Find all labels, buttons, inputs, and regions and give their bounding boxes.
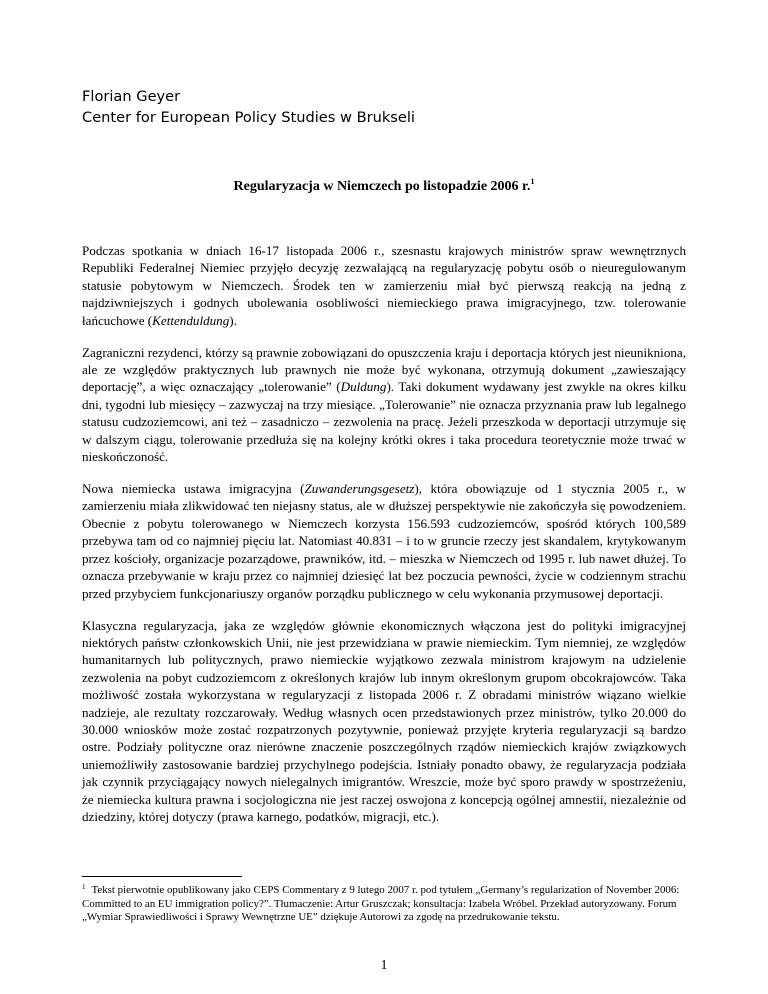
author-affiliation: Center for European Policy Studies w Brukseli: [82, 109, 415, 126]
paragraph-3-text-b: ), która obowiązuje od 1 stycznia 2005 r., w zamierzeniu miała zlikwidować ten niejasny status, ale w dłuższej perspektywie nie zakończyła się powodzeniem. Obecnie z pobytu tolerowanego w Niemczech korzysta 156.593 cudzoziemców, spośród których 100,589 przebywa tam od co najmniej pięciu lat. Natomiast 40.831 – i to w gruncie rzeczy jest skandalem, krytykowanym przez kościoły, organizacje pozarządowe, prawników, itd. – mieszka w Niemczech od 1995 r. lub nawet dłużej. To oznacza przebywanie w kraju przez co najmniej dziesięć lat bez poczucia pewności, życie w codziennym strachu przed przybyciem funkcjonariuszy organów porządku publicznego w celu wykonania przymusowej deportacji.: [82, 481, 686, 601]
author-block: [82, 86, 415, 128]
footnote-separator: [82, 876, 242, 877]
paragraph-1-end: ).: [229, 312, 237, 328]
paragraph-2-term: Duldung: [340, 379, 387, 395]
paragraph-3-term: Zuwanderungsgesetz: [304, 481, 415, 497]
paragraph-1-term: Kettenduldung: [152, 312, 230, 328]
author-name: Florian Geyer: [82, 88, 181, 105]
footnote-marker: 1: [82, 883, 86, 891]
paragraph-1-text: Podczas spotkania w dniach 16-17 listopada 2006 r., szesnastu krajowych ministrów spraw wewnętrznych Republiki Federalnej Niemiec przyjęło decyzję zezwalającą na regularyzację pobytu osób o nieuregulowanym statusie pobytowym w Niemczech. Środek ten w zamierzeniu miał być pierwszą reakcją na jedną z najdziwniejszych i godnych ubolewania osobliwości niemieckiego prawa imigracyjnego, tzw. tolerowanie łańcuchowe (: [82, 243, 686, 328]
article-title: [82, 178, 686, 196]
footnote-reference[interactable]: 1: [530, 177, 535, 186]
article-body: [82, 242, 686, 840]
paragraph-1: [82, 242, 686, 329]
page-number: 1: [380, 958, 388, 973]
paragraph-2: [82, 344, 686, 466]
paragraph-2-text-b: ). Taki dokument wydawany jest zwykle na okres kilku dni, tygodni lub miesięcy – zazwyczaj na trzy miesiące. „Tolerowanie” nie oznacza przyznania praw lub legalnego statusu cudzoziemcowi, ani też – zasadniczo – zezwolenia na pracę. Jeżeli przeszkoda w deportacji utrzymuje się w dalszym ciągu, tolerowanie przedłuża się na kolejny krótki okres i taka procedura teoretycznie może trwać w nieskończoność.: [82, 379, 686, 465]
article-title-text: Regularyzacja w Niemczech po listopadzie 2006 r.: [233, 179, 531, 194]
footnote-text: Tekst pierwotnie opublikowany jako CEPS Commentary z 9 lutego 2007 r. pod tytułem „Germany’s regularization of November 2006: Committed to an EU immigration policy?”. Tłumaczenie: Artur Gruszczak; konsultacja: Izabela Wróbel. Przekład autoryzowany. Forum „Wymiar Sprawiedliwości i Sprawy Wewnętrzne UE” dziękuje Autorowi za zgodę na przedrukowanie tekstu.: [82, 884, 680, 924]
paragraph-3-text-a: Nowa niemiecka ustawa imigracyjna (: [82, 481, 305, 497]
footnote: [82, 884, 686, 925]
paragraph-3: [82, 480, 686, 602]
paragraph-4: Klasyczna regularyzacja, jaka ze względów głównie ekonomicznych włączona jest do polityki imigracyjnej niektórych państw członkowskich Unii, nie jest przewidziana w prawie niemieckim. Tym niemniej, ze względów humanitarnych lub politycznych, prawo niemieckie wyjątkowo zezwala ministrom krajowym na udzielenie zezwolenia na pobyt cudzoziemcom z określonych krajów lub innym określonym grupom obcokrajowców. Taka możliwość została wykorzystana w regularyzacji z listopada 2006 r. Z obradami ministrów wiązano wielkie nadzieje, ale rezultaty rozczarowały. Według własnych ocen przedstawionych przez ministrów, tylko 20.000 do 30.000 wniosków może zostać rozpatrzonych pozytywnie, ponieważ przyjęte kryteria regularyzacji są bardzo ostre. Podziały polityczne oraz nierówne znaczenie poszczególnych rządów niemieckich krajów związkowych uniemożliwiły zastosowanie bardziej przychylnego podejścia. Istniały ponadto obawy, że regularyzacja podziała jak czynnik przyciągający nowych nielegalnych imigrantów. Wreszcie, może być sporo prawdy w spostrzeżeniu, że niemiecka kultura prawna i socjologiczna nie jest raczej oswojona z koncepcją ogólnej amnestii, niezależnie od dziedziny, której dotyczy (prawa karnego, podatków, migracji, etc.).: [82, 617, 686, 824]
paragraph-2-text-a: Zagraniczni rezydenci, którzy są prawnie zobowiązani do opuszczenia kraju i deportacja których jest nieunikniona, ale ze względów praktycznych lub prawnych nie może być wykonana, otrzymują dokument „zawieszający deportację”, a więc oznaczający „tolerowanie” (: [82, 344, 686, 395]
